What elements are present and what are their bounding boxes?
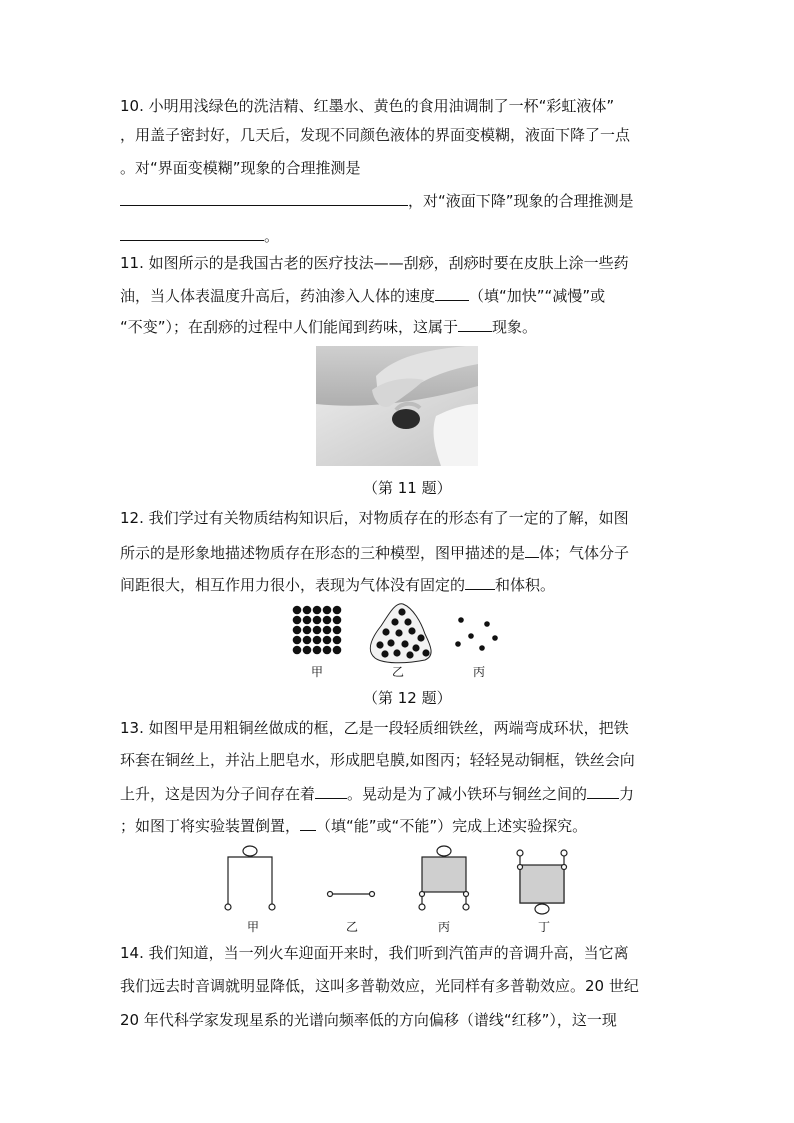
gua-sha-photo [316,346,478,466]
q10-answer-blank-1[interactable] [120,190,408,206]
q11-answer-blank-2[interactable] [458,316,492,332]
q12-line-2-text-b: 体；气体分子 [539,544,630,562]
q10-line-5-text: 。 [264,227,280,245]
iron-wire-yi [328,892,375,897]
q13-line-4-text-a: ；如图丁将实验装置倒置， [120,817,301,835]
q13-answer-blank-3[interactable] [300,815,316,831]
q11-line-2 [120,285,605,306]
q10-line-5 [120,225,279,246]
q12-answer-blank-1[interactable] [525,542,539,558]
q14-line-2: 我们远去时音调就明显降低，这叫多普勒效应，光同样有多普勒效应。20 世纪 [120,977,639,995]
q12-line-3-text-b: 和体积。 [495,576,556,594]
q13-line-3-text-b: 。晃动是为了减小铁环与铜丝之间的 [347,785,588,803]
model-label-yi: 乙 [391,665,405,679]
q12-figure-caption: （第 12 题） [363,689,452,707]
inverted-frame-ding [517,850,567,914]
gas-model [455,617,498,651]
q11-answer-blank-1[interactable] [435,285,469,301]
q13-line-4 [120,815,587,836]
solid-model [293,606,342,655]
q11-line-2-text-b: （填“加快”“减慢”或 [469,287,606,305]
q12-line-2 [120,542,629,563]
q11-line-3 [120,316,537,337]
q10-line-1: 10. 小明用浅绿色的洗洁精、红墨水、黄色的食用油调制了一杯“彩虹液体” [120,97,615,115]
matter-models-figure [285,600,515,684]
q13-answer-blank-1[interactable] [315,783,347,799]
frame-label-jia: 甲 [246,920,260,934]
q10-line-2: ，用盖子密封好，几天后，发现不同颜色液体的界面变模糊，液面下降了一点 [120,126,631,144]
q12-line-1: 12. 我们学过有关物质结构知识后，对物质存在的形态有了一定的了解，如图 [120,509,629,527]
copper-frame-jia [225,846,275,910]
soap-film-experiment-figure [218,845,588,935]
q11-figure-caption: （第 11 题） [363,479,452,497]
q13-line-4-text-b: （填“能”或“不能”）完成上述实验探究。 [316,817,588,835]
q11-line-3-text-a: “不变”）；在刮痧的过程中人们能闻到药味，这属于 [120,318,459,336]
frame-label-ding: 丁 [537,920,551,934]
q12-line-2-text-a: 所示的是形象地描述物质存在形态的三种模型，图甲描述的是 [120,544,526,562]
q14-line-1: 14. 我们知道，当一列火车迎面开来时，我们听到汽笛声的音调升高，当它离 [120,944,629,962]
q13-line-3-text-c: 力 [619,785,635,803]
model-label-bing: 丙 [472,665,486,679]
soap-film-frame-bing [419,846,469,910]
q10-line-4-text: ，对“液面下降”现象的合理推测是 [408,192,634,210]
q11-line-2-text-a: 油，当人体表温度升高后，药油渗入人体的速度 [120,287,436,305]
q11-line-3-text-b: 现象。 [492,318,538,336]
q12-answer-blank-2[interactable] [465,574,495,590]
q12-line-3 [120,574,555,595]
q13-line-1: 13. 如图甲是用粗铜丝做成的框，乙是一段轻质细铁丝，两端弯成环状，把铁 [120,719,629,737]
q13-line-3 [120,783,634,804]
q10-line-4 [120,190,634,211]
liquid-model [370,604,431,663]
q10-line-3: 。对“界面变模糊”现象的合理推测是 [120,159,361,177]
q11-line-1: 11. 如图所示的是我国古老的医疗技法——刮痧，刮痧时要在皮肤上涂一些药 [120,254,629,272]
q14-line-3: 20 年代科学家发现星系的光谱向频率低的方向偏移（谱线“红移”），这一现 [120,1011,617,1029]
model-label-jia: 甲 [310,665,324,679]
q10-answer-blank-2[interactable] [120,225,264,241]
q13-answer-blank-2[interactable] [587,783,619,799]
frame-label-yi: 乙 [345,920,359,934]
q13-line-2: 环套在铜丝上，并沾上肥皂水，形成肥皂膜,如图丙；轻轻晃动铜框，铁丝会向 [120,751,635,769]
frame-label-bing: 丙 [437,920,451,934]
q13-line-3-text-a: 上升，这是因为分子间存在着 [120,785,316,803]
q12-line-3-text-a: 间距很大，相互作用力很小，表现为气体没有固定的 [120,576,466,594]
